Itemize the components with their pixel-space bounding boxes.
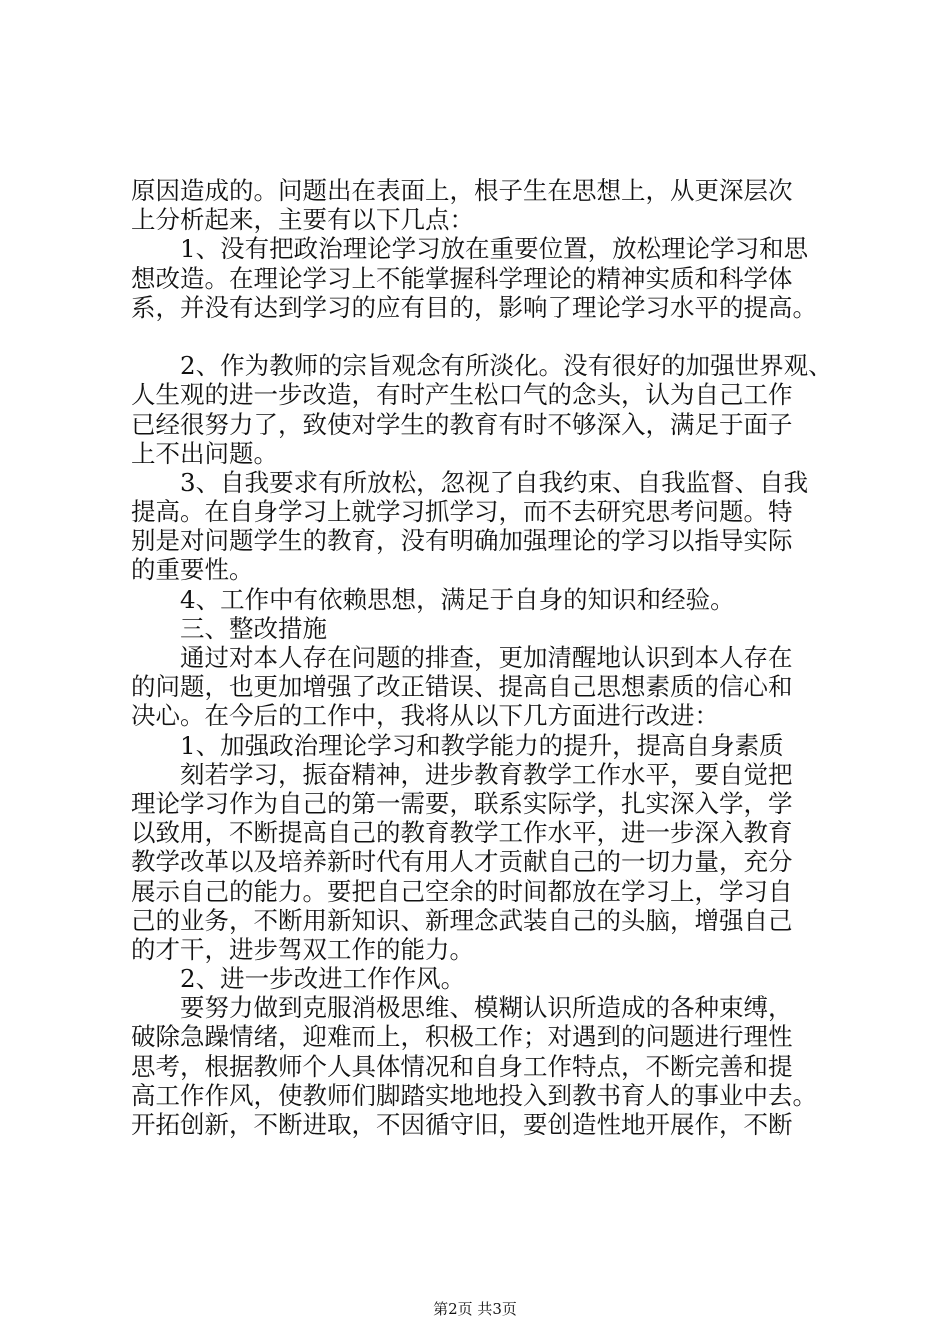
text-line: 的重要性。 <box>131 555 254 585</box>
text-line: 想改造。在理论学习上不能掌握科学理论的精神实质和科学体 <box>131 263 793 293</box>
text-line: 以致用，不断提高自己的教育教学工作水平，进一步深入教育 <box>131 818 793 848</box>
text-line: 1、没有把政治理论学习放在重要位置，放松理论学习和思 <box>131 234 809 264</box>
text-line: 提高。在自身学习上就学习抓学习，而不去研究思考问题。特 <box>131 497 793 527</box>
text-line: 已经很努力了，致使对学生的教育有时不够深入，满足于面子 <box>131 409 793 439</box>
text-line: 高工作作风，使教师们脚踏实地地投入到教书育人的事业中去。 <box>131 1080 817 1110</box>
text-line: 教学改革以及培养新时代有用人才贡献自己的一切力量，充分 <box>131 847 793 877</box>
page-footer: 第2页 共3页 <box>433 1300 517 1318</box>
text-line: 的才干，进步驾双工作的能力。 <box>131 934 474 964</box>
text-line: 原因造成的。问题出在表面上，根子生在思想上，从更深层次 <box>131 176 793 205</box>
document-body <box>131 176 861 1139</box>
text-line: 思考，根据教师个人具体情况和自身工作特点，不断完善和提 <box>131 1051 793 1081</box>
text-line: 展示自己的能力。要把自己空余的时间都放在学习上，学习自 <box>131 876 793 906</box>
text-line: 要努力做到克服消极思维、模糊认识所造成的各种束缚， <box>131 993 793 1023</box>
text-line: 己的业务，不断用新知识、新理念武装自己的头脑，增强自己 <box>131 905 793 935</box>
text-line: 人生观的进一步改造，有时产生松口气的念头，认为自己工作 <box>131 380 793 410</box>
text-line: 4、工作中有依赖思想，满足于自身的知识和经验。 <box>131 584 735 614</box>
text-line: 2、进一步改进工作作风。 <box>131 964 466 994</box>
text-line: 刻若学习，振奋精神，进步教育教学工作水平，要自觉把 <box>131 759 793 789</box>
text-line: 2、作为教师的宗旨观念有所淡化。没有很好的加强世界观、 <box>131 351 833 381</box>
text-line: 理论学习作为自己的第一需要，联系实际学，扎实深入学，学 <box>131 788 793 818</box>
text-line: 1、加强政治理论学习和教学能力的提升，提高自身素质 <box>131 730 784 760</box>
text-line: 的问题，也更加增强了改正错误、提高自己思想素质的信心和 <box>131 672 793 702</box>
text-line: 系，并没有达到学习的应有目的，影响了理论学习水平的提高。 <box>131 292 817 322</box>
text-line: 通过对本人存在问题的排查，更加清醒地认识到本人存在 <box>131 643 793 672</box>
text-line: 上不出问题。 <box>131 438 278 468</box>
text-line: 破除急躁情绪，迎难而上，积极工作；对遇到的问题进行理性 <box>131 1022 793 1052</box>
text-line <box>131 322 861 351</box>
text-line: 决心。在今后的工作中，我将从以下几方面进行改进： <box>131 701 719 731</box>
text-line: 三、整改措施 <box>131 613 327 643</box>
text-line: 上分析起来，主要有以下几点： <box>131 205 474 235</box>
text-line: 3、自我要求有所放松，忽视了自我约束、自我监督、自我 <box>131 467 809 497</box>
text-line: 开拓创新，不断进取，不因循守旧，要创造性地开展作，不断 <box>131 1110 793 1139</box>
text-line: 别是对问题学生的教育，没有明确加强理论的学习以指导实际 <box>131 526 793 556</box>
